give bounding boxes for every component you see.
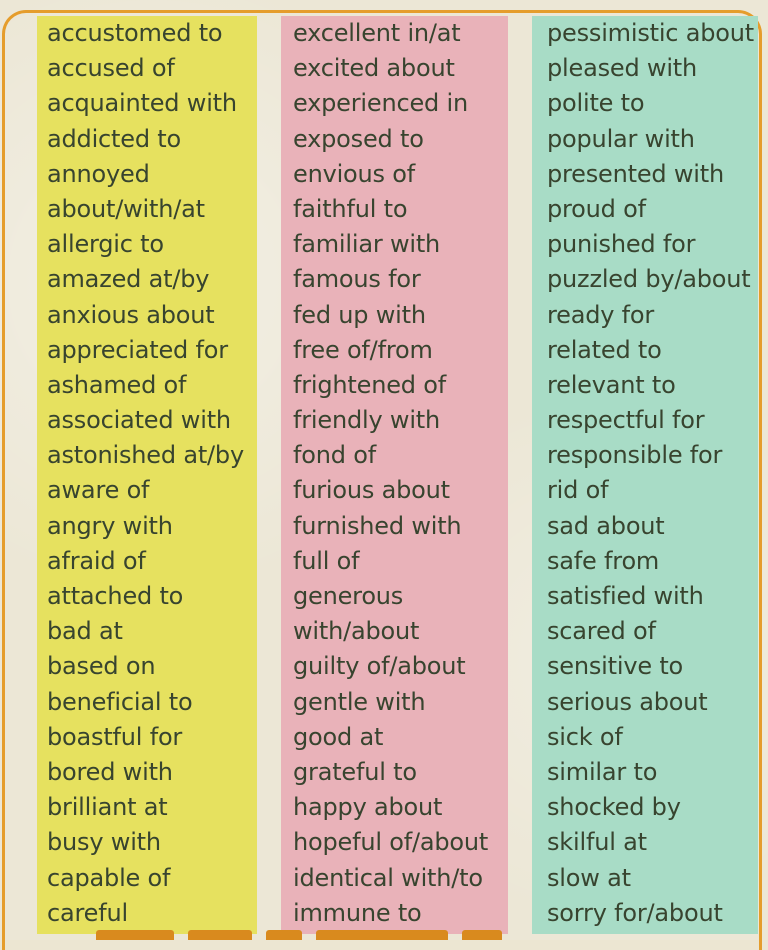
list-item: famous for	[293, 265, 421, 294]
list-item: allergic to	[47, 230, 164, 259]
list-item: pleased with	[547, 54, 698, 83]
cropped-footer-title	[96, 930, 516, 940]
list-item: sick of	[547, 722, 623, 751]
list-item: acquainted with	[47, 89, 237, 118]
word-list	[37, 16, 257, 931]
list-item: happy about	[293, 793, 443, 822]
list-item: faithful to	[293, 194, 408, 223]
list-item: careful	[47, 898, 128, 927]
list-item: experienced in	[293, 89, 468, 118]
list-item: free of/from	[293, 335, 433, 364]
list-item: similar to	[547, 757, 658, 786]
list-item: sorry for/about	[547, 898, 723, 927]
list-item: associated with	[47, 406, 231, 435]
list-item: furious about	[293, 476, 450, 505]
list-item: sad about	[547, 511, 665, 540]
list-item: afraid of	[47, 546, 146, 575]
list-item: excellent in/at	[293, 19, 461, 47]
adjective-preposition-column-green	[532, 16, 758, 934]
list-item: full of	[293, 546, 360, 575]
list-item: envious of	[293, 159, 416, 188]
list-item: generous	[293, 582, 404, 610]
list-item: presented with	[547, 159, 724, 188]
cropped-title-fragment	[266, 930, 302, 940]
list-item: slow at	[547, 863, 631, 892]
list-item: identical with/to	[293, 863, 483, 892]
list-item: capable of	[47, 863, 171, 892]
list-item: based on	[47, 652, 156, 681]
list-item: appreciated for	[47, 335, 228, 364]
cropped-title-fragment	[316, 930, 448, 940]
list-item: respectful for	[547, 406, 705, 435]
list-item: related to	[547, 335, 662, 364]
list-item: hopeful of/about	[293, 828, 489, 857]
list-item: relevant to	[547, 370, 676, 399]
list-item: frightened of	[293, 370, 446, 399]
list-item: addicted to	[47, 124, 181, 153]
list-item: astonished at/by	[47, 441, 244, 470]
list-item: fond of	[293, 441, 376, 470]
list-item: rid of	[547, 476, 609, 505]
list-item: bad at	[47, 617, 123, 646]
word-list	[281, 16, 508, 931]
list-item: popular with	[547, 124, 695, 153]
cropped-title-fragment	[462, 930, 502, 940]
list-item: busy with	[47, 828, 161, 857]
list-item: proud of	[547, 194, 646, 223]
list-item: beneficial to	[47, 687, 193, 716]
adjective-preposition-column-pink	[281, 16, 508, 934]
list-item: sensitive to	[547, 652, 684, 681]
list-item: ashamed of	[47, 370, 187, 399]
list-item: amazed at/by	[47, 265, 210, 294]
list-item: accused of	[47, 54, 175, 83]
list-item: gentle with	[293, 687, 426, 716]
list-item: familiar with	[293, 230, 441, 259]
list-item: anxious about	[47, 300, 215, 329]
list-item: bored with	[47, 757, 173, 786]
list-item: skilful at	[547, 828, 647, 857]
list-item: responsible for	[547, 441, 723, 470]
list-item: grateful to	[293, 757, 417, 786]
list-item: annoyed	[47, 159, 150, 188]
list-item: excited about	[293, 54, 455, 83]
list-item: ready for	[547, 300, 655, 329]
cropped-title-fragment	[188, 930, 252, 940]
list-item: brilliant at	[47, 793, 168, 822]
list-item: polite to	[547, 89, 645, 118]
list-item: good at	[293, 722, 384, 751]
word-list	[532, 16, 758, 931]
list-item: angry with	[47, 511, 173, 540]
list-item: scared of	[547, 617, 656, 646]
list-item: about/with/at	[47, 194, 205, 223]
list-item: fed up with	[293, 300, 426, 329]
adjective-preposition-column-yellow	[37, 16, 257, 934]
list-item: guilty of/about	[293, 652, 466, 681]
list-item: with/about	[293, 617, 420, 646]
list-item: pessimistic about	[547, 19, 754, 47]
list-item: friendly with	[293, 406, 441, 435]
list-item: puzzled by/about	[547, 265, 751, 294]
list-item: serious about	[547, 687, 708, 716]
list-item: satisfied with	[547, 582, 704, 610]
list-item: furnished with	[293, 511, 462, 540]
cropped-title-fragment	[96, 930, 174, 940]
list-item: exposed to	[293, 124, 424, 153]
list-item: boastful for	[47, 722, 183, 751]
list-item: attached to	[47, 582, 184, 610]
list-item: aware of	[47, 476, 150, 505]
list-item: punished for	[547, 230, 696, 259]
list-item: accustomed to	[47, 19, 223, 47]
list-item: shocked by	[547, 793, 681, 822]
list-item: safe from	[547, 546, 660, 575]
list-item: immune to	[293, 898, 422, 927]
